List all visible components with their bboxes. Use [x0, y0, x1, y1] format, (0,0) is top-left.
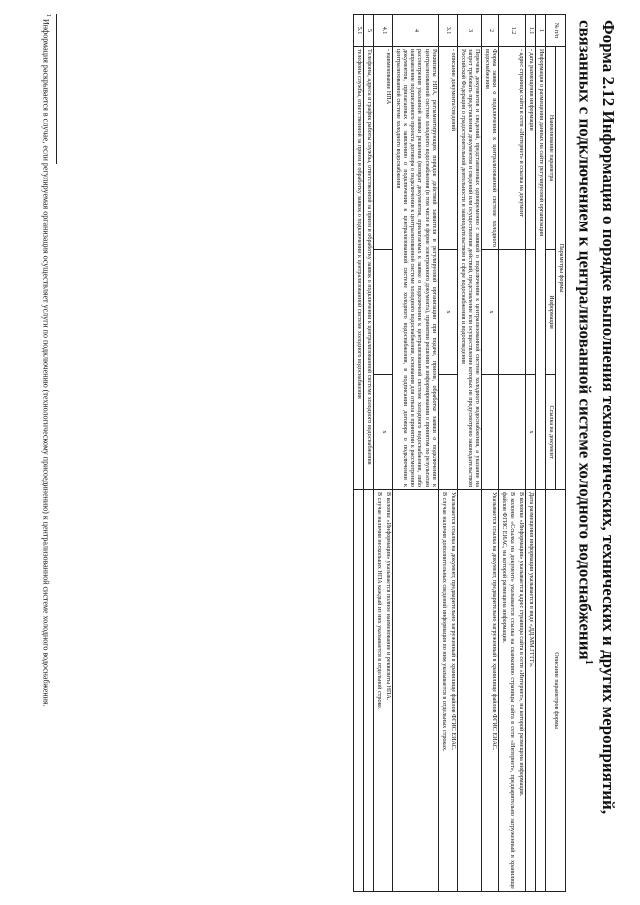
table-row [353, 15, 363, 892]
row-info: x [482, 250, 499, 375]
description-paragraph: В случае наличия нескольких НПА каждый из них указывается в отдельной строке. [376, 492, 383, 710]
row-link: x [373, 375, 392, 490]
row-link: x [525, 375, 535, 490]
row-description [363, 490, 373, 892]
table-row [499, 15, 525, 892]
row-parameter-name: Реквизиты НПА, регламентирующих порядок действий заявителя и регулируемой организации при подаче, приеме, обработке заявки о подключении к централизованной системе холодного водоснабжения (в том числе в форме электронного документа), принятии решения и информировании о принятом по результатам рассмотрения указанной заявки решении (возврат документов, прилагаемых к заявке о подключении к централизованной системе холодного водоснабжения, либо направление подписанного проекта договора о подключении к централизованной системе холодного водоснабжения, основания для отказа в принятии к рассмотрению документов, прилагаемых к заявлению о подключении к централизованной системе холодного водоснабжения, в подписании договора о подключении к централизованной системе холодного водоснабжения [393, 47, 439, 490]
description-paragraph: В колонке «Информация» указывается полное наименование и реквизиты НПА. [385, 492, 392, 701]
table-row [482, 15, 499, 892]
row-description [457, 490, 481, 892]
row-number: 5 [363, 15, 373, 47]
row-parameter-name: - адрес страницы сайта в сети «Интернет» и ссылка на документ [499, 47, 525, 250]
row-parameter-name: Информация о размещении данных на сайте регулируемой организации [535, 47, 545, 490]
header-num: № п/п [545, 15, 565, 47]
row-info: x [438, 250, 457, 375]
description-paragraph: Указывается ссылка на документ, предварительно загруженный в хранилище файлов ФГИС ЕИАС. [449, 492, 456, 751]
row-parameter-name: Форма заявки о подключении к централизованной системе холодного водоснабжения [482, 47, 499, 250]
footnote [40, 14, 57, 891]
row-number: 4.1 [373, 15, 392, 47]
row-description [535, 490, 545, 892]
row-parameter-name: Телефоны, адреса и график работы службы, ответственной за прием и обработку заявок о подключении к централизованной системе холодного водоснабжения [363, 47, 373, 490]
table-row [373, 15, 392, 892]
form-title [574, 20, 618, 880]
row-link [482, 375, 499, 490]
footnote-mark: 1 [583, 659, 594, 665]
description-paragraph: В случае наличия дополнительных сведений информация по ним указывается в отдельных строках. [440, 492, 447, 752]
row-description [525, 490, 535, 892]
row-number: 1 [535, 15, 545, 47]
row-link [438, 375, 457, 490]
description-paragraph: В колонке «Информация» указывается адрес страницы сайта в сети «Интернет», на которой размещена информация. [517, 492, 524, 797]
description-paragraph: В колонке «Ссылка на документ» указывается ссылка на сканкопию страницы сайта в сети «Интернет», предварительно загруженный в хранилище файлов ФГИС ЕИАС, на которой размещена информация. [501, 492, 515, 890]
row-description [438, 490, 457, 892]
table-row [438, 15, 457, 892]
row-parameter-name: - дата размещения информации [525, 47, 535, 250]
footnote-number: 1 [45, 14, 51, 17]
description-paragraph: Указывается ссылка на документ, предварительно загруженный в хранилище файлов ФГИС ЕИАС. [491, 492, 498, 751]
row-description [373, 490, 392, 892]
row-parameter-name: Перечень документов и сведений, представляемых одновременно с заявкой о подключении к централизованной системе холодного водоснабжения, а указание на запрет требовать представления документов и сведений или осуществления действий, представление или осуществление которых не предусмотрено законодательством Российской Федерации о градостроительной деятельности и законодательством в сфере водоснабжения и водоотведения [457, 47, 481, 490]
header-link: Ссылка на документ [545, 375, 555, 490]
row-description [353, 490, 363, 892]
row-parameter-name: телефоны службы, ответственной за прием и обработку заявок о подключении к централизованной системе холодного водоснабжения [353, 47, 363, 490]
header-params-group: Параметры формы [555, 47, 565, 490]
row-parameter-name: - описание документа/сведений [438, 47, 457, 250]
table-row [525, 15, 535, 892]
header-description: Описание параметров формы [545, 490, 565, 892]
row-description [499, 490, 525, 892]
form-parameters-table [353, 14, 566, 892]
row-number: 5.1 [353, 15, 363, 47]
row-info [525, 250, 535, 375]
table-body [353, 15, 545, 892]
table-row [457, 15, 481, 892]
row-description [393, 490, 439, 892]
form-title-text: Форма 2.12 Информация о порядке выполнения технологических, технических и других мероприятий, связанных с подключением к централизованной системе холодного водоснабжения [575, 20, 618, 815]
row-link [499, 375, 525, 490]
row-info [373, 250, 392, 375]
table-row [393, 15, 439, 892]
row-number: 4 [393, 15, 439, 47]
row-description [482, 490, 499, 892]
description-paragraph: Дата размещения информации указывается в виде «ДД.ММ.ГГГГ». [527, 492, 534, 668]
table-row [535, 15, 545, 892]
header-info: Информация [545, 250, 555, 375]
footnote-text: Информация раскрывается в случае, если регулируемая организация осуществляет услуги по подключению (технологическому присоединению) к централизованной системе холодного водоснабжения. [41, 19, 51, 707]
row-number: 3.1 [438, 15, 457, 47]
row-number: 2 [482, 15, 499, 47]
row-number: 1.2 [499, 15, 525, 47]
table-row [363, 15, 373, 892]
row-parameter-name: - наименование НПА [373, 47, 392, 250]
header-param-name: Наименование параметра [545, 47, 555, 250]
footnote-divider [56, 14, 57, 164]
row-number: 3 [457, 15, 481, 47]
row-info [499, 250, 525, 375]
row-number: 1.1 [525, 15, 535, 47]
